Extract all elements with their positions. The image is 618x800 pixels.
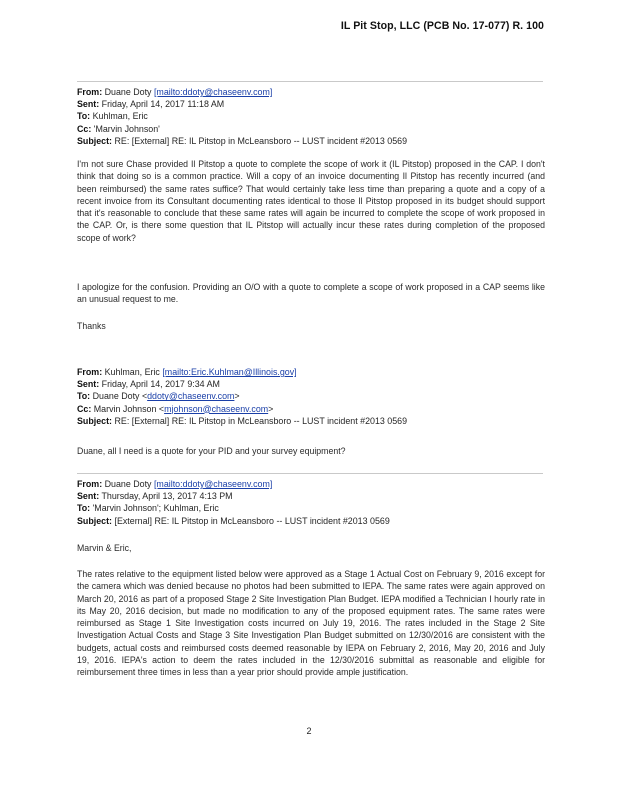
to-line: To: Kuhlman, Eric — [77, 111, 148, 122]
from-name: Kuhlman, Eric — [104, 367, 160, 377]
to-email-link[interactable]: ddoty@chaseenv.com — [147, 391, 235, 402]
email-header-2 — [77, 366, 543, 427]
subject-text: [External] RE: IL Pitstop in McLeansboro -- LUST incident #2013 0569 — [114, 515, 390, 526]
from-name: Duane Doty — [104, 479, 152, 489]
from-line: From: Kuhlman, Eric [mailto:Eric.Kuhlman@Illinois.gov] — [77, 367, 297, 377]
subject-text: RE: [External] RE: IL Pitstop in McLeansboro -- LUST incident #2013 0569 — [114, 135, 408, 146]
cc-line: Cc: 'Marvin Johnson' — [77, 123, 160, 134]
sent-line: Sent: Thursday, April 13, 2017 4:13 PM — [77, 491, 233, 502]
subject-line: Subject: [External] RE: IL Pitstop in McLeansboro -- LUST incident #2013 0569 — [77, 515, 390, 526]
email-separator — [77, 81, 543, 82]
cc-email-link[interactable]: mjohnson@chaseenv.com — [164, 403, 269, 414]
email-body-paragraph: I'm not sure Chase provided Il Pitstop a quote to complete the scope of work it (IL Pitstop) proposed in the CAP. I don't think that doing so is a common practice. Will a copy of an invoice documenting Il Pitstop has recently incurred (and been reimbursed) the same rates suffice? That would certainly take less time than preparing a quote and a copy of a recent invoice from its Consultant documenting rates identical to those Il Pitstop proposed in its budget should support that it's reasonable to conclude that these same rates will again be incurred to complete the scope of work proposed in the CAP. Or, is there some question that IL Pitstop will actually incur these rates during completion of the proposed scope of work? — [77, 159, 545, 243]
from-line: From: Duane Doty [mailto:ddoty@chaseenv.com] — [77, 479, 273, 489]
page-number: 2 — [306, 726, 312, 736]
to-recipient: Kuhlman, Eric — [92, 111, 148, 122]
email-header-1 — [77, 86, 543, 147]
from-line: From: Duane Doty [mailto:ddoty@chaseenv.com] — [77, 87, 273, 97]
to-line: To: Duane Doty <ddoty@chaseenv.com> — [77, 391, 240, 402]
sent-line: Sent: Friday, April 14, 2017 11:18 AM — [77, 99, 225, 110]
to-line: To: 'Marvin Johnson'; Kuhlman, Eric — [77, 503, 219, 514]
sent-date: Thursday, April 13, 2017 4:13 PM — [101, 491, 233, 502]
email-body-paragraph: I apologize for the confusion. Providing an O/O with a quote to complete a scope of work proposed in a CAP seems like an unusual request to me. — [77, 282, 545, 305]
email-greeting: Marvin & Eric, — [77, 543, 132, 553]
email-separator — [77, 473, 543, 474]
sent-date: Friday, April 14, 2017 9:34 AM — [101, 379, 220, 390]
cc-line: Cc: Marvin Johnson <mjohnson@chaseenv.com> — [77, 403, 274, 414]
email-body-paragraph: The rates relative to the equipment listed below were approved as a Stage 1 Actual Cost on February 9, 2016 except for the camera which was denied because no photos had been submitted to IEPA. The same rates were again approved on March 20, 2016 as part of a proposed Stage 2 Site Investigation Plan Budget. IEPA modified a Technician I hourly rate in its May 20, 2016 decision, but made no modification to any of the proposed equipment rates. The same rates were reimbursed as Stage 1 Site Investigation costs incurred on July 19, 2016. The rates included in the Stage 2 Site Investigation Actual Costs and Stage 3 Site Investigation Plan Budget submitted on 12/30/2016 are consistent with the budgets, actual costs and reimbursed costs deemed reasonable by IEPA on February 2, 2016, May 20, 2016 and July 19, 2016. IEPA's action to deem the rates included in the 12/30/2016 submittal as reasonable and eligible for reimbursement three times in less than a year prior should provide ample justification. — [77, 569, 545, 678]
subject-text: RE: [External] RE: IL Pitstop in McLeansboro -- LUST incident #2013 0569 — [114, 415, 408, 426]
subject-line: Subject: RE: [External] RE: IL Pitstop in McLeansboro -- LUST incident #2013 0569 — [77, 135, 408, 146]
email-signoff: Thanks — [77, 321, 106, 331]
subject-line: Subject: RE: [External] RE: IL Pitstop in McLeansboro -- LUST incident #2013 0569 — [77, 415, 408, 426]
sent-date: Friday, April 14, 2017 11:18 AM — [101, 99, 225, 110]
from-name: Duane Doty — [104, 87, 152, 97]
email-body-paragraph: Duane, all I need is a quote for your PID and your survey equipment? — [77, 446, 346, 456]
from-mailto-link[interactable]: [mailto:ddoty@chaseenv.com] — [153, 479, 273, 489]
to-recipient: 'Marvin Johnson'; Kuhlman, Eric — [92, 503, 219, 514]
sent-line: Sent: Friday, April 14, 2017 9:34 AM — [77, 379, 220, 390]
exhibit-reference: IL Pit Stop, LLC (PCB No. 17-077) R. 100 — [340, 20, 544, 32]
cc-recipient: 'Marvin Johnson' — [93, 123, 160, 134]
from-mailto-link[interactable]: [mailto:ddoty@chaseenv.com] — [153, 87, 273, 97]
from-mailto-link[interactable]: [mailto:Eric.Kuhlman@Illinois.gov] — [162, 367, 297, 377]
email-header-3 — [77, 478, 543, 527]
